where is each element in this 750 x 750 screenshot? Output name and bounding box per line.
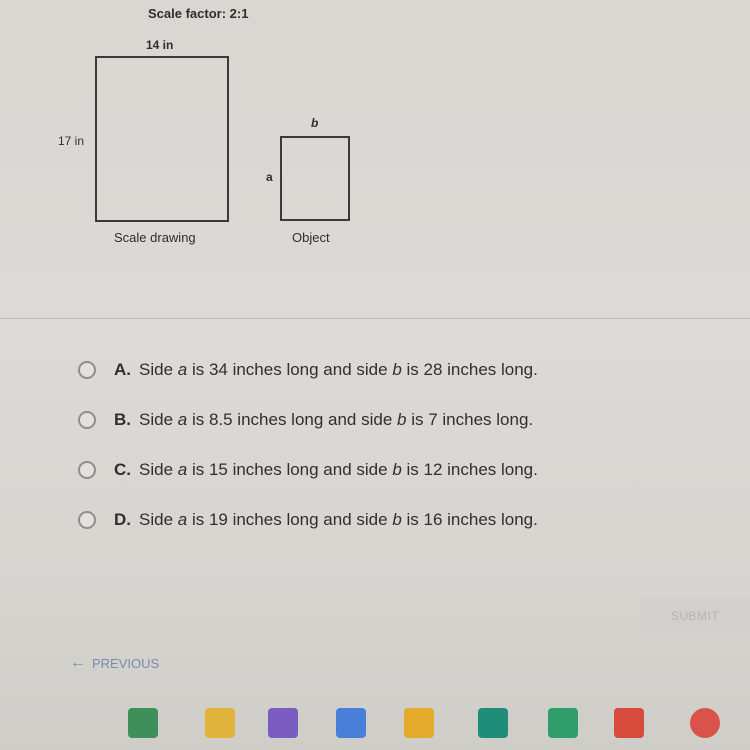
previous-button[interactable]: [70, 652, 159, 674]
docs-icon[interactable]: [336, 708, 366, 738]
meet-icon[interactable]: [548, 708, 578, 738]
previous-label: PREVIOUS: [92, 655, 160, 671]
gmail-icon[interactable]: [614, 708, 644, 738]
answer-option-a[interactable]: [78, 356, 538, 384]
radio-button-c[interactable]: [78, 461, 96, 479]
object-width-label: b: [311, 116, 319, 130]
answer-text-a: A. Side a is 34 inches long and side b is 28 inches long.: [114, 360, 538, 379]
radio-button-a[interactable]: [78, 361, 96, 379]
scale-factor-label: Scale factor: 2:1: [148, 6, 249, 21]
object-rectangle: [280, 136, 350, 221]
scale-drawing-rectangle: [95, 56, 229, 222]
object-caption: Object: [292, 230, 330, 245]
scale-drawing-caption: Scale drawing: [114, 230, 196, 245]
answer-text-b: B. Side a is 8.5 inches long and side b is 7 inches long.: [114, 410, 534, 429]
scale-drawing-height-label: 17 in: [58, 134, 85, 148]
radio-button-d[interactable]: [78, 511, 96, 529]
chrome-icon[interactable]: [690, 708, 720, 738]
section-divider: [0, 318, 750, 319]
arrow-left-icon: ←: [70, 654, 86, 671]
sheets-icon[interactable]: [128, 708, 158, 738]
slides-icon[interactable]: [404, 708, 434, 738]
drive-icon[interactable]: [205, 708, 235, 738]
answer-option-d[interactable]: [78, 506, 538, 534]
forms-icon[interactable]: [268, 708, 298, 738]
answer-option-b[interactable]: [78, 406, 533, 434]
answer-option-c[interactable]: [78, 456, 538, 484]
answer-text-d: D. Side a is 19 inches long and side b is 16 inches long.: [114, 510, 538, 529]
object-height-label: a: [266, 170, 273, 184]
submit-button[interactable]: SUBMIT: [640, 598, 750, 634]
scale-drawing-width-label: 14 in: [146, 38, 174, 52]
answer-text-c: C. Side a is 15 inches long and side b is 12 inches long.: [114, 460, 538, 479]
radio-button-b[interactable]: [78, 411, 96, 429]
classroom-icon[interactable]: [478, 708, 508, 738]
